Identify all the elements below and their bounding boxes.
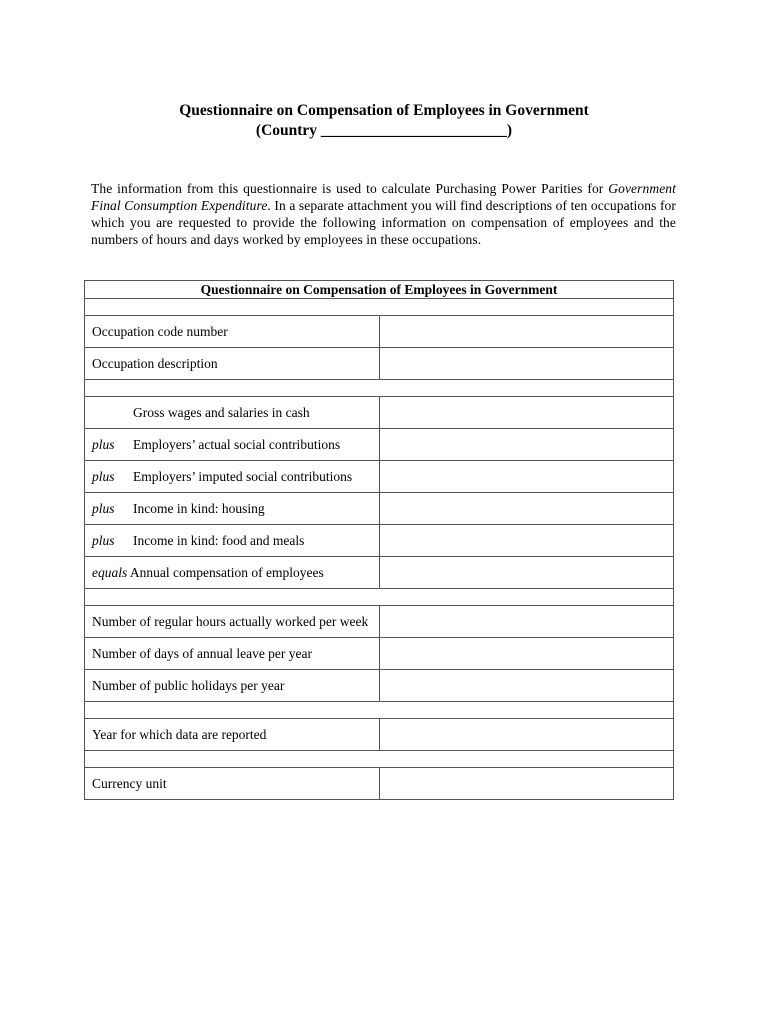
spacer-row: [85, 589, 674, 606]
occupation-description-field[interactable]: [379, 348, 674, 380]
spacer-row: [85, 380, 674, 397]
plus-prefix: plus: [92, 436, 115, 452]
food-label-cell: [85, 525, 380, 557]
table-row: [85, 768, 674, 800]
housing-label-cell: [85, 493, 380, 525]
intro-text-1: The information from this questionnaire is used to calculate Purchasing Power Parities for: [91, 181, 609, 196]
housing-label: Income in kind: housing: [133, 500, 265, 516]
imputed-social-field[interactable]: [379, 461, 674, 493]
occupation-code-field[interactable]: [379, 316, 674, 348]
hours-label: Number of regular hours actually worked per week: [85, 606, 380, 638]
currency-label: Currency unit: [85, 768, 380, 800]
table-row: [85, 493, 674, 525]
year-field[interactable]: [379, 719, 674, 751]
intro-paragraph: [91, 180, 676, 248]
actual-social-label-cell: [85, 429, 380, 461]
table-row: [85, 719, 674, 751]
intro-text-2: . In a separate attachment you will find descriptions of ten occupations for which you are requested to provide the following information on compensation of employees and the numbers of hours and days worked by employees in these occupations.: [91, 198, 676, 247]
annual-comp-label: Annual compensation of employees: [129, 564, 324, 580]
year-label: Year for which data are reported: [85, 719, 380, 751]
page-title: Questionnaire on Compensation of Employees in Government: [179, 102, 589, 119]
table-header-row: [85, 281, 674, 299]
occupation-description-label: Occupation description: [85, 348, 380, 380]
table-row: [85, 670, 674, 702]
table-row: [85, 606, 674, 638]
actual-social-label: Employers’ actual social contributions: [133, 436, 341, 452]
spacer-row: [85, 751, 674, 768]
equals-prefix: equals: [92, 564, 128, 580]
occupation-code-label: Occupation code number: [85, 316, 380, 348]
table-row: [85, 461, 674, 493]
country-subtitle: (Country ________________________): [255, 122, 513, 139]
gross-wages-label: Gross wages and salaries in cash: [133, 404, 310, 420]
table-row: [85, 429, 674, 461]
gross-wages-field[interactable]: [379, 397, 674, 429]
plus-prefix: plus: [92, 532, 115, 548]
table-header: Questionnaire on Compensation of Employees in Government: [85, 281, 674, 299]
food-label: Income in kind: food and meals: [133, 532, 305, 548]
holidays-label: Number of public holidays per year: [85, 670, 380, 702]
leave-field[interactable]: [379, 638, 674, 670]
annual-comp-field[interactable]: [379, 557, 674, 589]
food-field[interactable]: [379, 525, 674, 557]
imputed-social-label-cell: [85, 461, 380, 493]
currency-field[interactable]: [379, 768, 674, 800]
table-row: [85, 525, 674, 557]
annual-comp-label-cell: [85, 557, 380, 589]
compensation-table: [84, 280, 674, 800]
table-row: [85, 557, 674, 589]
holidays-field[interactable]: [379, 670, 674, 702]
housing-field[interactable]: [379, 493, 674, 525]
gross-wages-label-cell: [85, 397, 380, 429]
plus-prefix: plus: [92, 468, 115, 484]
table-row: [85, 397, 674, 429]
plus-prefix: plus: [92, 500, 115, 516]
table-row: [85, 316, 674, 348]
table-row: [85, 638, 674, 670]
intro-italic: Government Final Consumption Expenditure: [91, 181, 676, 213]
spacer-row: [85, 299, 674, 316]
spacer-row: [85, 702, 674, 719]
hours-field[interactable]: [379, 606, 674, 638]
imputed-social-label: Employers’ imputed social contributions: [133, 468, 353, 484]
table-row: [85, 348, 674, 380]
leave-label: Number of days of annual leave per year: [85, 638, 380, 670]
actual-social-field[interactable]: [379, 429, 674, 461]
